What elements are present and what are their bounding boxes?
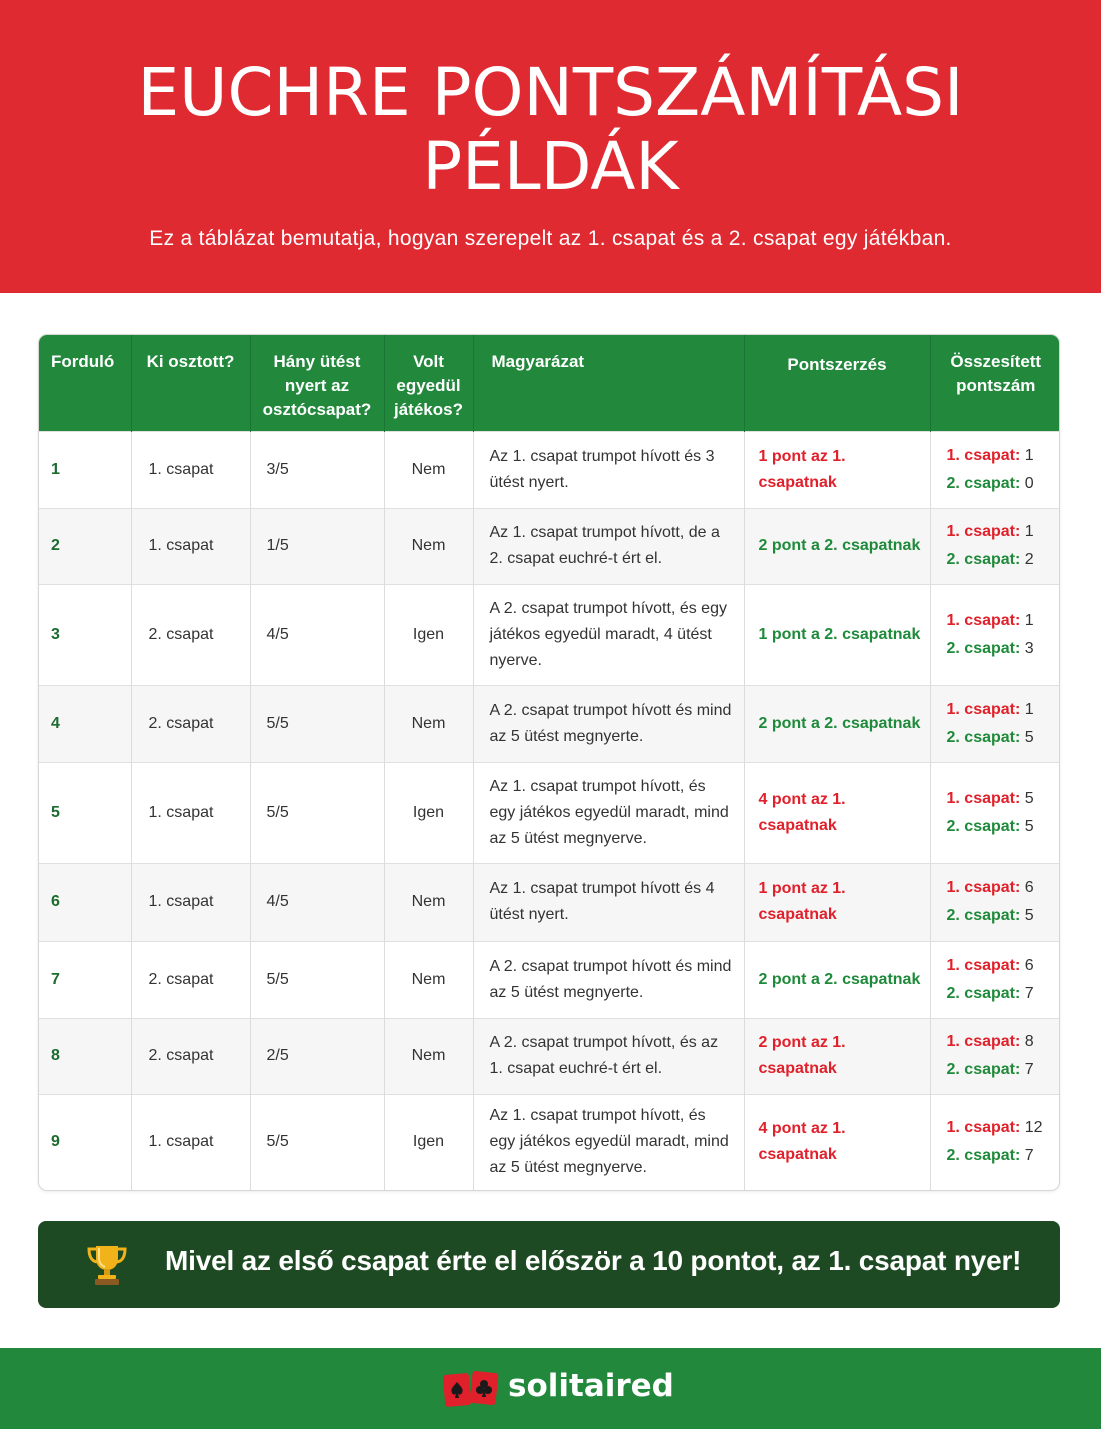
team-1-total [947, 518, 1046, 546]
dealer-cell: 1. csapat [131, 508, 250, 584]
alone-cell: Nem [384, 508, 473, 584]
team-1-score: 6 [1024, 956, 1034, 974]
round-number: 7 [39, 941, 131, 1018]
points-cell: 2 pont a 2. csapatnak [744, 508, 930, 584]
team-1-label: 1. csapat: [946, 700, 1021, 718]
alone-cell: Igen [384, 1094, 473, 1190]
team-1-total [947, 874, 1046, 902]
tricks-cell: 5/5 [250, 685, 384, 762]
dealer-cell: 2. csapat [131, 584, 250, 685]
playing-cards-icon [443, 1371, 499, 1407]
explanation-cell: A 2. csapat trumpot hívott és mind az 5 ütést megnyerte. [473, 685, 744, 762]
team-2-score: 0 [1024, 474, 1034, 492]
total-score-cell [930, 685, 1060, 762]
alone-cell: Nem [384, 941, 473, 1018]
points-cell: 4 pont az 1. csapatnak [744, 762, 930, 863]
page-title: EUCHRE PONTSZÁMÍTÁSI PÉLDÁK [137, 54, 964, 205]
team-1-label: 1. csapat: [946, 611, 1021, 629]
round-number: 6 [39, 863, 131, 941]
team-2-total [947, 980, 1046, 1008]
explanation-cell: A 2. csapat trumpot hívott és mind az 5 ütést megnyerte. [473, 941, 744, 1018]
column-header-tricks: Hány ütést nyert az osztócsapat? [250, 335, 384, 431]
team-2-label: 2. csapat: [946, 984, 1021, 1002]
explanation-cell: A 2. csapat trumpot hívott, és az 1. csapat euchré-t ért el. [473, 1018, 744, 1094]
column-header-explanation: Magyarázat [473, 335, 744, 431]
team-2-total [947, 546, 1046, 574]
team-2-label: 2. csapat: [946, 639, 1021, 657]
team-1-score: 1 [1024, 611, 1034, 629]
team-1-total [947, 607, 1046, 635]
team-1-total [947, 696, 1046, 724]
round-number: 8 [39, 1018, 131, 1094]
table-row [39, 762, 1060, 863]
header [0, 0, 1101, 293]
dealer-cell: 2. csapat [131, 941, 250, 1018]
team-2-total [947, 1056, 1046, 1084]
team-1-label: 1. csapat: [946, 956, 1021, 974]
team-1-label: 1. csapat: [946, 1033, 1021, 1050]
team-2-label: 2. csapat: [946, 728, 1021, 746]
team-1-score: 6 [1024, 879, 1034, 896]
round-number: 2 [39, 508, 131, 584]
team-2-score: 7 [1024, 984, 1034, 1002]
team-1-label: 1. csapat: [946, 523, 1021, 540]
team-2-score: 3 [1024, 639, 1034, 657]
team-2-label: 2. csapat: [946, 474, 1021, 492]
page-subtitle: Ez a táblázat bemutatja, hogyan szerepelt az 1. csapat és a 2. csapat egy játékban. [149, 227, 952, 250]
team-2-label: 2. csapat: [946, 1061, 1021, 1078]
points-cell: 2 pont a 2. csapatnak [744, 685, 930, 762]
team-2-total [947, 813, 1046, 841]
explanation-cell: Az 1. csapat trumpot hívott, de a 2. csapat euchré-t ért el. [473, 508, 744, 584]
tricks-cell: 5/5 [250, 1094, 384, 1190]
round-number: 3 [39, 584, 131, 685]
team-2-score: 5 [1024, 728, 1034, 746]
round-number: 9 [39, 1094, 131, 1190]
alone-cell: Nem [384, 1018, 473, 1094]
team-1-score: 1 [1024, 700, 1034, 718]
team-1-score: 1 [1024, 523, 1034, 540]
total-score-cell [930, 1018, 1060, 1094]
team-1-score: 12 [1024, 1119, 1043, 1137]
team-1-score: 5 [1024, 789, 1034, 807]
round-number: 5 [39, 762, 131, 863]
explanation-cell: Az 1. csapat trumpot hívott és 4 ütést nyert. [473, 863, 744, 941]
team-1-total [947, 952, 1046, 980]
dealer-cell: 1. csapat [131, 863, 250, 941]
alone-cell: Igen [384, 584, 473, 685]
team-2-score: 2 [1024, 551, 1034, 568]
points-cell: 1 pont az 1. csapatnak [744, 863, 930, 941]
points-cell: 1 pont a 2. csapatnak [744, 584, 930, 685]
team-1-label: 1. csapat: [946, 1119, 1021, 1137]
table-row [39, 508, 1060, 584]
points-cell: 2 pont a 2. csapatnak [744, 941, 930, 1018]
table-row [39, 584, 1060, 685]
team-1-total [947, 1114, 1046, 1142]
dealer-cell: 2. csapat [131, 1018, 250, 1094]
points-cell: 2 pont az 1. csapatnak [744, 1018, 930, 1094]
round-number: 4 [39, 685, 131, 762]
winner-message: Mivel az első csapat érte el először a 10 pontot, az 1. csapat nyer! [165, 1245, 1022, 1276]
team-1-total [947, 1028, 1046, 1056]
column-header-alone: Volt egyedül játékos? [384, 335, 473, 431]
team-2-score: 7 [1024, 1147, 1034, 1165]
tricks-cell: 2/5 [250, 1018, 384, 1094]
tricks-cell: 3/5 [250, 431, 384, 508]
team-1-total [947, 442, 1046, 470]
scoring-table-container [38, 334, 1060, 1191]
footer [0, 1348, 1101, 1429]
team-2-total [947, 470, 1046, 498]
column-header-points: Pontszerzés [744, 335, 930, 431]
alone-cell: Nem [384, 431, 473, 508]
tricks-cell: 1/5 [250, 508, 384, 584]
table-row [39, 1094, 1060, 1190]
alone-cell: Igen [384, 762, 473, 863]
brand-name: solitaired [508, 1368, 674, 1404]
team-2-score: 5 [1024, 907, 1034, 924]
total-score-cell [930, 584, 1060, 685]
team-2-label: 2. csapat: [946, 907, 1021, 924]
team-2-score: 5 [1024, 817, 1034, 835]
scoring-table [39, 335, 1060, 1190]
tricks-cell: 4/5 [250, 584, 384, 685]
team-2-label: 2. csapat: [946, 817, 1021, 835]
team-2-total [947, 902, 1046, 930]
winner-banner [38, 1221, 1060, 1308]
team-1-total [947, 785, 1046, 813]
column-header-round: Forduló [39, 335, 131, 431]
column-header-dealer: Ki osztott? [131, 335, 250, 431]
team-2-label: 2. csapat: [946, 551, 1021, 568]
points-cell: 1 pont az 1. csapatnak [744, 431, 930, 508]
table-row [39, 431, 1060, 508]
explanation-cell: Az 1. csapat trumpot hívott és 3 ütést nyert. [473, 431, 744, 508]
total-score-cell [930, 1094, 1060, 1190]
team-1-score: 1 [1024, 446, 1034, 464]
dealer-cell: 1. csapat [131, 1094, 250, 1190]
total-score-cell [930, 508, 1060, 584]
table-row [39, 941, 1060, 1018]
total-score-cell [930, 431, 1060, 508]
dealer-cell: 2. csapat [131, 685, 250, 762]
trophy-icon [84, 1241, 130, 1287]
team-2-total [947, 724, 1046, 752]
explanation-cell: Az 1. csapat trumpot hívott, és egy játékos egyedül maradt, mind az 5 ütést megnyerve. [473, 762, 744, 863]
team-2-score: 7 [1024, 1061, 1034, 1078]
explanation-cell: A 2. csapat trumpot hívott, és egy játékos egyedül maradt, 4 ütést nyerve. [473, 584, 744, 685]
total-score-cell [930, 762, 1060, 863]
team-2-label: 2. csapat: [946, 1147, 1021, 1165]
alone-cell: Nem [384, 863, 473, 941]
table-row [39, 863, 1060, 941]
tricks-cell: 5/5 [250, 941, 384, 1018]
team-2-total [947, 635, 1046, 663]
team-1-label: 1. csapat: [946, 789, 1021, 807]
round-number: 1 [39, 431, 131, 508]
tricks-cell: 5/5 [250, 762, 384, 863]
team-1-label: 1. csapat: [946, 446, 1021, 464]
team-1-score: 8 [1024, 1033, 1034, 1050]
dealer-cell: 1. csapat [131, 431, 250, 508]
dealer-cell: 1. csapat [131, 762, 250, 863]
column-header-total: Összesített pontszám [930, 335, 1060, 431]
tricks-cell: 4/5 [250, 863, 384, 941]
explanation-cell: Az 1. csapat trumpot hívott, és egy játékos egyedül maradt, mind az 5 ütést megnyerve. [473, 1094, 744, 1190]
alone-cell: Nem [384, 685, 473, 762]
total-score-cell [930, 863, 1060, 941]
table-row [39, 1018, 1060, 1094]
team-1-label: 1. csapat: [946, 879, 1021, 896]
points-cell: 4 pont az 1. csapatnak [744, 1094, 930, 1190]
table-header-row [39, 335, 1060, 431]
total-score-cell [930, 941, 1060, 1018]
team-2-total [947, 1142, 1046, 1170]
table-row [39, 685, 1060, 762]
